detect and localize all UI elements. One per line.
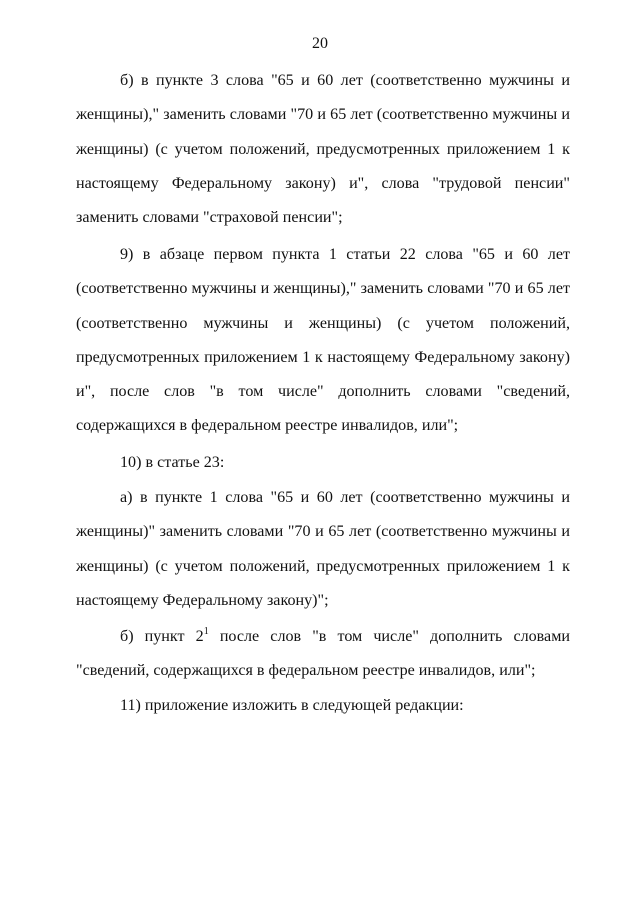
page-number: 20 — [312, 35, 328, 52]
paragraph-item-9: 9) в абзаце первом пункта 1 статьи 22 слова "65 и 60 лет (соответственно мужчины и женщины)," заменить словами "70 и 65 лет (соответственно мужчины и женщины) (с учетом положений, предусмотренных приложением 1 к настоящему Федеральному закону) и", после слов "в том числе" дополнить словами "сведений, содержащихся в федеральном реестре инвалидов, или"; — [76, 246, 570, 435]
paragraph-rest: после слов "в том числе" дополнить словами "сведений, содержащихся в федеральном реестре инвалидов, или"; — [76, 628, 570, 680]
paragraph-item-10: 10) в статье 23: — [120, 454, 225, 471]
paragraph-lead: б) пункт 2 — [120, 628, 204, 645]
paragraph-a-point-1: а) в пункте 1 слова "65 и 60 лет (соответственно мужчины и женщины)" заменить словами "70 и 65 лет (соответственно мужчины и женщины) (с учетом положений, предусмотренных приложением 1 к настоящему Федеральному закону)"; — [76, 489, 570, 609]
paragraph-b-point-2-1 — [76, 620, 570, 689]
superscript: 1 — [203, 625, 209, 637]
paragraph-b-point-3: б) в пункте 3 слова "65 и 60 лет (соответственно мужчины и женщины)," заменить словами "70 и 65 лет (соответственно мужчины и женщины) (с учетом положений, предусмотренных приложением 1 к настоящему Федеральному закону) и", слова "трудовой пенсии" заменить словами "страховой пенсии"; — [76, 72, 570, 227]
paragraph-item-11: 11) приложение изложить в следующей редакции: — [120, 697, 464, 714]
